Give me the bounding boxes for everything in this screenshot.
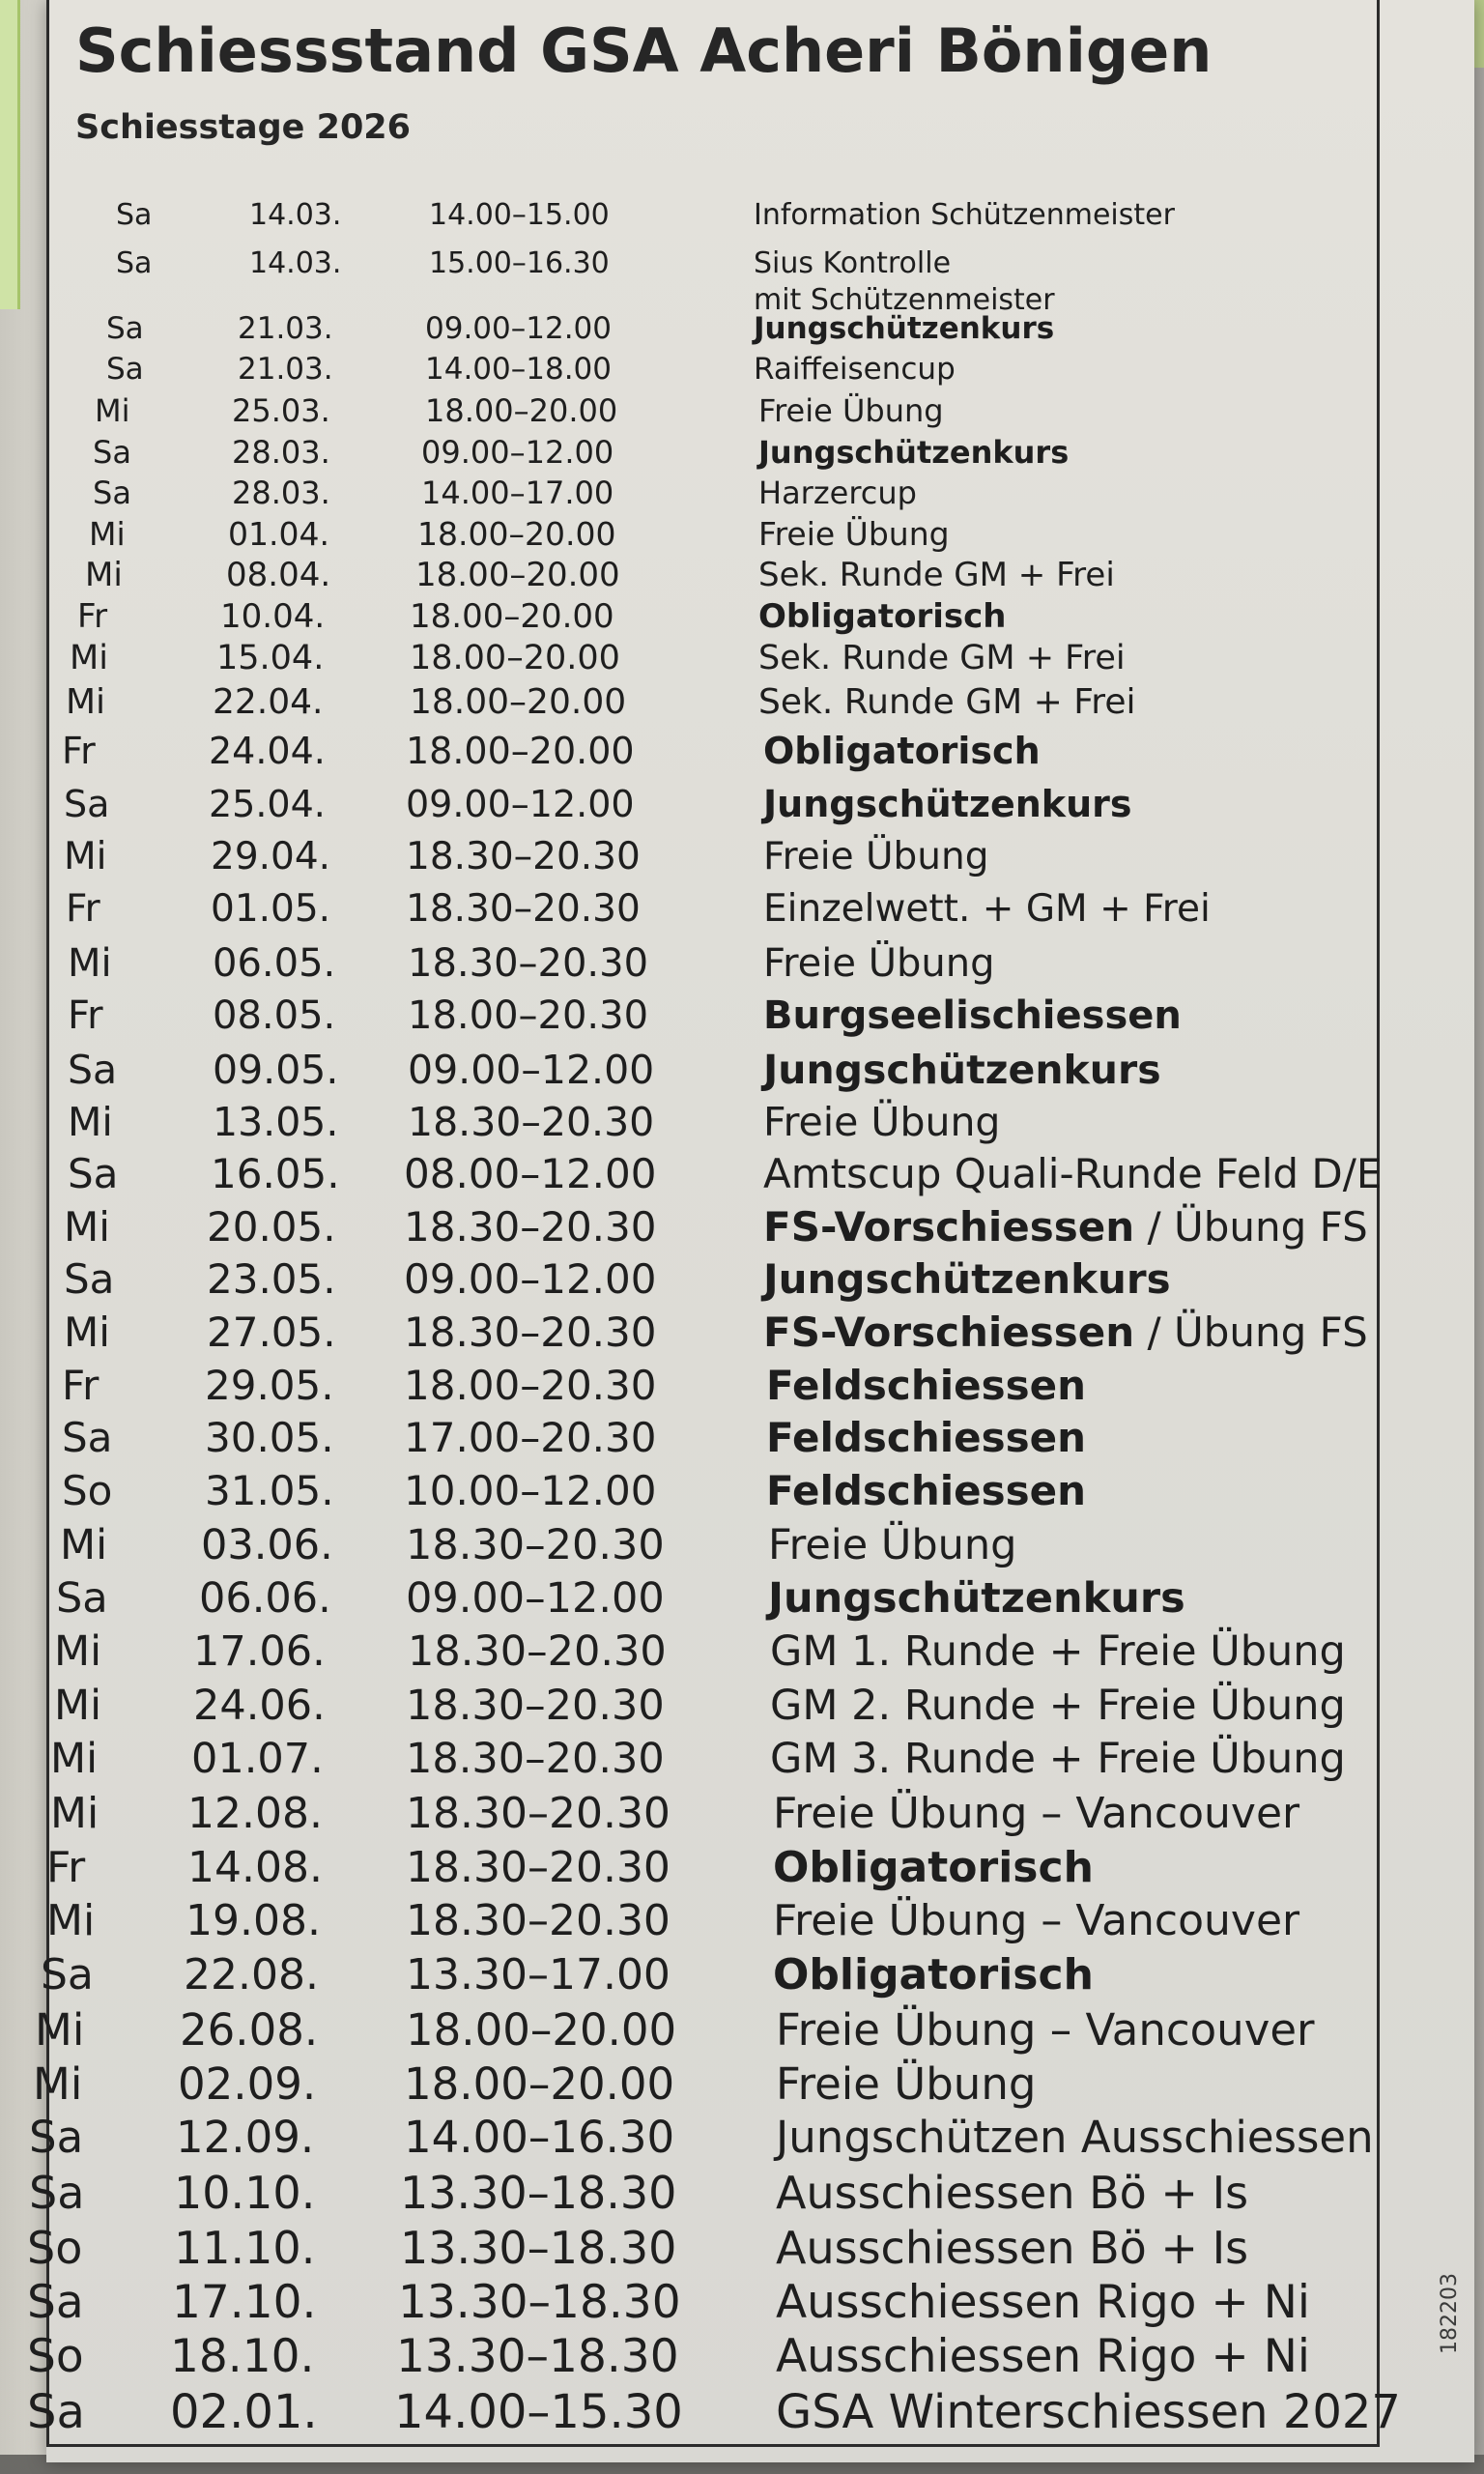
time-range: 14.00–18.00: [425, 352, 612, 387]
weekday: Sa: [64, 783, 110, 825]
time-range: 18.30–20.30: [406, 1682, 665, 1730]
weekday: Mi: [35, 2004, 85, 2056]
weekday: Mi: [54, 1682, 102, 1730]
weekday: Mi: [68, 941, 112, 986]
event-name: Raiffeisencup: [754, 352, 956, 387]
event-name: Sius Kontrolle: [754, 246, 952, 280]
time-range: 18.30–20.30: [408, 1099, 655, 1145]
time-range: 18.00–20.00: [417, 515, 616, 553]
time-range: 18.00–20.00: [425, 392, 618, 429]
weekday: Sa: [93, 475, 131, 511]
event-name: Jungschützenkurs: [754, 311, 1055, 346]
event-name: Ausschiessen Bö + Is: [776, 2222, 1249, 2274]
event-name: Freie Übung: [758, 392, 944, 429]
event-name: Sek. Runde GM + Frei: [758, 556, 1115, 594]
time-range: 09.00–12.00: [406, 1574, 665, 1623]
date: 24.06.: [193, 1682, 326, 1730]
weekday: Sa: [68, 1047, 118, 1093]
date: 08.04.: [226, 556, 331, 594]
weekday: Mi: [95, 392, 130, 429]
time-range: 10.00–12.00: [404, 1467, 657, 1514]
weekday: Sa: [93, 434, 131, 471]
date: 31.05.: [205, 1467, 334, 1514]
time-range: 17.00–20.30: [404, 1414, 657, 1461]
time-range: 18.30–20.30: [408, 1627, 667, 1676]
date: 11.10.: [174, 2222, 316, 2274]
date: 06.05.: [213, 941, 336, 986]
time-range: 18.00–20.00: [406, 2004, 677, 2056]
time-range: 09.00–12.00: [421, 434, 614, 471]
time-range: 18.00–20.00: [404, 2058, 675, 2110]
time-range: 09.00–12.00: [425, 311, 612, 346]
date: 03.06.: [201, 1521, 333, 1569]
date: 09.05.: [213, 1047, 339, 1093]
time-range: 13.30–18.30: [398, 2276, 681, 2329]
date: 13.05.: [213, 1099, 339, 1145]
weekday: Sa: [27, 2385, 85, 2439]
event-name: Freie Übung: [763, 1099, 1001, 1145]
weekday: Mi: [50, 1735, 99, 1783]
weekday: So: [62, 1467, 113, 1514]
event-name: Ausschiessen Bö + Is: [776, 2167, 1249, 2219]
time-range: 18.30–20.30: [406, 1896, 671, 1945]
event-name: GM 2. Runde + Freie Übung: [770, 1682, 1346, 1730]
date: 23.05.: [207, 1255, 336, 1303]
weekday: Sa: [29, 2167, 85, 2219]
event-name: Obligatorisch: [773, 1843, 1094, 1892]
date: 16.05.: [211, 1150, 340, 1197]
date: 27.05.: [207, 1309, 336, 1356]
date: 10.04.: [220, 597, 326, 636]
weekday: Sa: [116, 246, 153, 280]
weekday: Mi: [33, 2058, 83, 2110]
time-range: 18.00–20.00: [415, 556, 620, 594]
date: 29.04.: [211, 835, 331, 878]
event-name: GSA Winterschiessen 2027: [776, 2385, 1401, 2439]
date: 14.08.: [187, 1843, 323, 1892]
weekday: Mi: [54, 1627, 102, 1676]
event-name: Einzelwett. + GM + Frei: [763, 887, 1211, 931]
event-name: Feldschiessen: [766, 1467, 1086, 1514]
time-range: 18.00–20.30: [408, 993, 649, 1038]
date: 10.10.: [174, 2167, 316, 2219]
event-name: Freie Übung: [768, 1521, 1017, 1569]
time-range: 18.30–20.30: [406, 835, 641, 878]
date: 12.09.: [176, 2112, 315, 2163]
time-range: 13.30–17.00: [406, 1950, 671, 1999]
time-range: 14.00–15.00: [429, 198, 610, 232]
event-name: Feldschiessen: [766, 1414, 1086, 1461]
date: 01.07.: [191, 1735, 324, 1783]
weekday: Sa: [29, 2112, 84, 2163]
event-name: FS-Vorschiessen / Übung FS: [763, 1309, 1368, 1356]
weekday: Mi: [89, 515, 126, 553]
date: 15.04.: [216, 639, 325, 677]
weekday: So: [27, 2222, 83, 2274]
weekday: Mi: [70, 639, 108, 677]
event-name: Jungschützenkurs: [758, 434, 1070, 471]
weekday: Mi: [64, 835, 107, 878]
weekday: Sa: [27, 2276, 84, 2329]
event-name: Freie Übung: [763, 835, 989, 878]
weekday: So: [27, 2330, 84, 2383]
weekday: Fr: [62, 1362, 100, 1409]
event-name: Obligatorisch: [763, 730, 1041, 772]
weekday: Mi: [68, 1099, 113, 1145]
weekday: Fr: [46, 1843, 86, 1892]
date: 14.03.: [249, 198, 342, 232]
time-range: 18.00–20.00: [410, 639, 620, 677]
event-name: Freie Übung – Vancouver: [776, 2004, 1315, 2056]
weekday: Mi: [66, 682, 106, 722]
event-name: Jungschützenkurs: [763, 783, 1132, 825]
date: 01.04.: [228, 515, 329, 553]
date: 22.04.: [213, 682, 324, 722]
weekday: Sa: [41, 1950, 94, 1999]
time-range: 09.00–12.00: [404, 1255, 657, 1303]
event-name-line2: mit Schützenmeister: [754, 283, 1055, 317]
time-range: 18.00–20.00: [410, 682, 627, 722]
weekday: Sa: [116, 198, 153, 232]
time-range: 18.30–20.30: [404, 1309, 657, 1356]
date: 17.06.: [193, 1627, 326, 1676]
time-range: 15.00–16.30: [429, 246, 610, 280]
date: 28.03.: [232, 434, 330, 471]
time-range: 14.00–16.30: [404, 2112, 675, 2163]
event-name: Freie Übung: [758, 515, 950, 553]
weekday: Sa: [106, 352, 144, 387]
time-range: 09.00–12.00: [406, 783, 635, 825]
event-name: Sek. Runde GM + Frei: [758, 639, 1126, 677]
date: 25.03.: [232, 392, 330, 429]
event-name: Sek. Runde GM + Frei: [758, 682, 1136, 722]
event-name: Freie Übung – Vancouver: [773, 1789, 1300, 1838]
event-name: Harzercup: [758, 475, 917, 511]
weekday: Sa: [106, 311, 144, 346]
event-name: Jungschützenkurs: [763, 1047, 1161, 1093]
event-name: Feldschiessen: [766, 1362, 1086, 1409]
date: 17.10.: [172, 2276, 317, 2329]
time-range: 18.00–20.00: [406, 730, 635, 772]
weekday: Fr: [62, 730, 96, 772]
event-name: Freie Übung: [763, 941, 995, 986]
event-name: Burgseelischiessen: [763, 993, 1182, 1038]
time-range: 18.30–20.30: [406, 1735, 665, 1783]
event-name: Ausschiessen Rigo + Ni: [776, 2330, 1310, 2383]
event-name: Jungschützenkurs: [768, 1574, 1185, 1623]
time-range: 08.00–12.00: [404, 1150, 657, 1197]
weekday: Sa: [68, 1150, 119, 1197]
date: 19.08.: [186, 1896, 321, 1945]
event-name: Jungschützenkurs: [763, 1255, 1171, 1303]
time-range: 18.30–20.30: [406, 1521, 665, 1569]
date: 02.01.: [170, 2385, 318, 2439]
weekday: Mi: [64, 1309, 110, 1356]
event-name: GM 1. Runde + Freie Übung: [770, 1627, 1346, 1676]
event-name: Jungschützen Ausschiessen: [776, 2112, 1374, 2163]
ad-code: 182203: [1438, 2273, 1462, 2354]
weekday: Mi: [50, 1789, 100, 1838]
date: 25.04.: [209, 783, 326, 825]
date: 06.06.: [199, 1574, 331, 1623]
event-name-tail: / Übung FS: [1134, 1203, 1368, 1251]
event-name: Obligatorisch: [773, 1950, 1094, 1999]
event-name: Freie Übung: [776, 2058, 1037, 2110]
time-range: 18.30–20.30: [406, 1789, 671, 1838]
weekday: Fr: [68, 993, 103, 1038]
event-name: Ausschiessen Rigo + Ni: [776, 2276, 1310, 2329]
date: 02.09.: [178, 2058, 317, 2110]
event-name: Freie Übung – Vancouver: [773, 1896, 1300, 1945]
date: 01.05.: [211, 887, 331, 931]
date: 29.05.: [205, 1362, 334, 1409]
date: 18.10.: [170, 2330, 315, 2383]
date: 21.03.: [238, 311, 333, 346]
weekday: Mi: [64, 1203, 110, 1251]
time-range: 18.30–20.30: [406, 1843, 671, 1892]
weekday: Sa: [62, 1414, 113, 1461]
weekday: Sa: [64, 1255, 115, 1303]
date: 08.05.: [213, 993, 336, 1038]
event-name: Information Schützenmeister: [754, 198, 1175, 232]
event-name: Amtscup Quali-Runde Feld D/E: [763, 1150, 1383, 1197]
time-range: 13.30–18.30: [400, 2222, 677, 2274]
time-range: 14.00–17.00: [421, 475, 614, 511]
weekday: Sa: [56, 1574, 108, 1623]
page-subtitle: Schiesstage 2026: [75, 108, 412, 147]
date: 20.05.: [207, 1203, 336, 1251]
weekday: Fr: [66, 887, 100, 931]
page-title: Schiessstand GSA Acheri Bönigen: [75, 15, 1213, 86]
time-range: 18.30–20.30: [404, 1203, 657, 1251]
event-name: Obligatorisch: [758, 597, 1007, 636]
time-range: 13.30–18.30: [396, 2330, 679, 2383]
time-range: 13.30–18.30: [400, 2167, 677, 2219]
date: 24.04.: [209, 730, 326, 772]
time-range: 18.30–20.30: [406, 887, 641, 931]
event-name: FS-Vorschiessen / Übung FS: [763, 1203, 1368, 1251]
time-range: 18.30–20.30: [408, 941, 649, 986]
event-name: GM 3. Runde + Freie Übung: [770, 1735, 1346, 1783]
time-range: 14.00–15.30: [394, 2385, 683, 2439]
date: 28.03.: [232, 475, 330, 511]
weekday: Mi: [60, 1521, 108, 1569]
weekday: Fr: [77, 597, 108, 636]
date: 14.03.: [249, 246, 342, 280]
date: 26.08.: [180, 2004, 319, 2056]
time-range: 09.00–12.00: [408, 1047, 655, 1093]
time-range: 18.00–20.00: [410, 597, 614, 636]
date: 22.08.: [184, 1950, 319, 1999]
time-range: 18.00–20.30: [404, 1362, 657, 1409]
date: 21.03.: [238, 352, 333, 387]
date: 12.08.: [187, 1789, 323, 1838]
event-name-tail: / Übung FS: [1134, 1309, 1368, 1356]
weekday: Mi: [85, 556, 123, 594]
date: 30.05.: [205, 1414, 334, 1461]
weekday: Mi: [46, 1896, 96, 1945]
